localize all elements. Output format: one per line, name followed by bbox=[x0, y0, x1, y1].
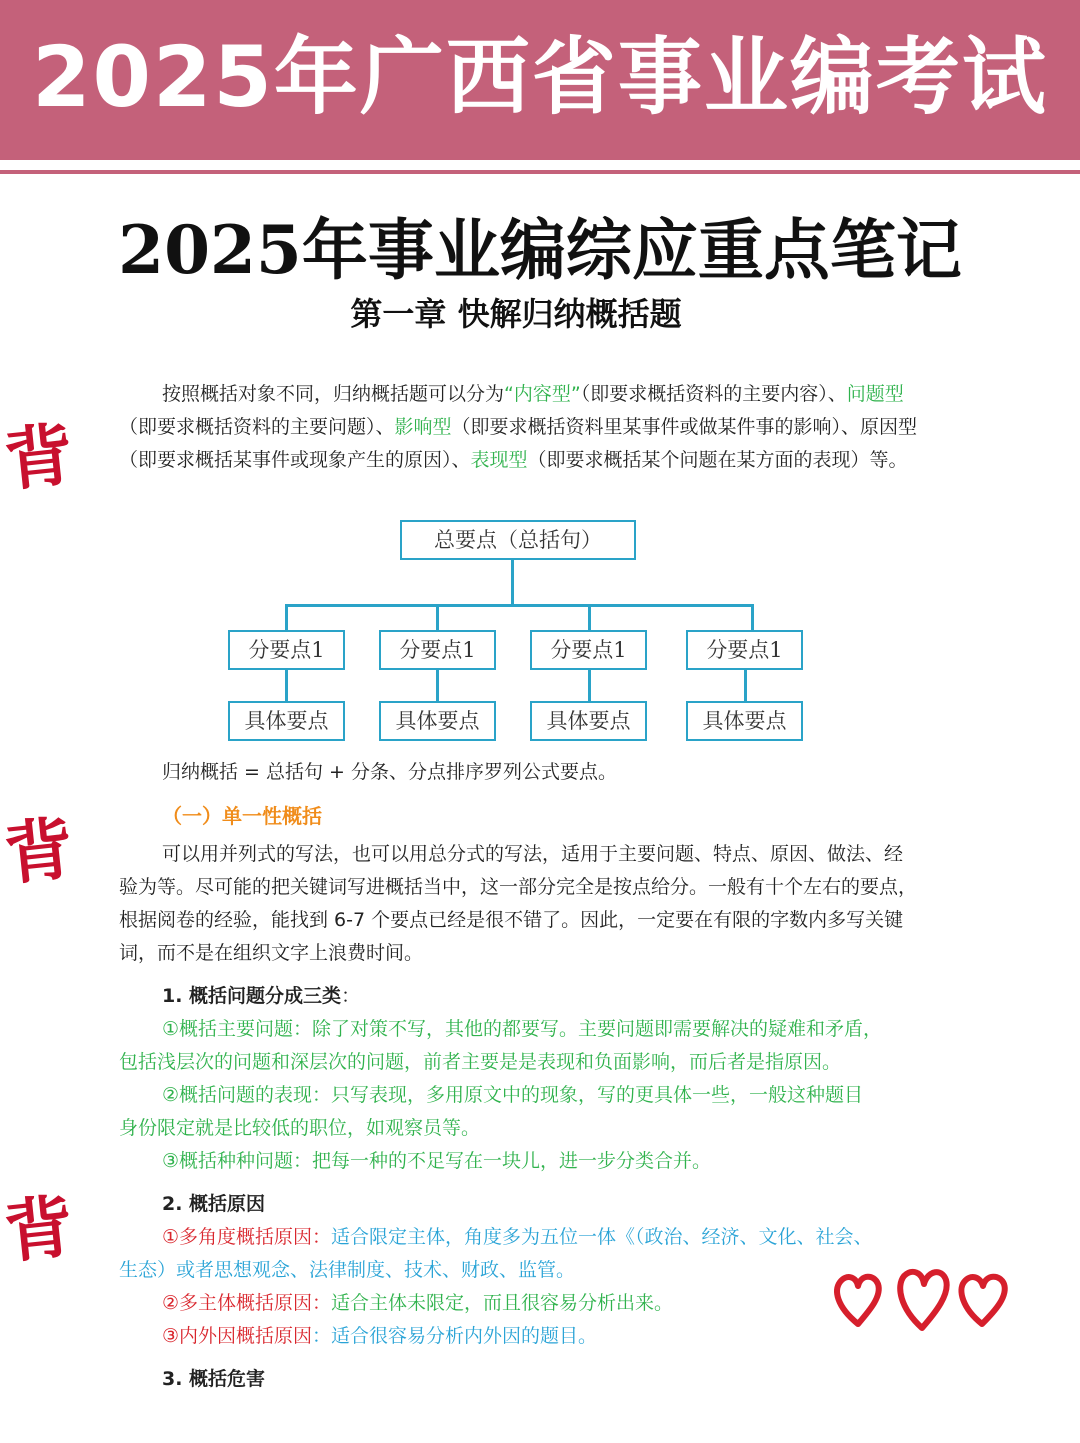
type-content: “内容型” bbox=[504, 383, 581, 405]
cause-item-label: ③内外因概括原因 bbox=[162, 1325, 313, 1347]
problem-item-1: ①概括主要问题：除了对策不写，其他的都要写。主要问题即需要解决的疑难和矛盾， bbox=[162, 1018, 883, 1040]
subheading-text: 1. 概括问题分成三类 bbox=[162, 985, 342, 1007]
cause-item-text: ：适合很容易分析内外因的题目。 bbox=[312, 1325, 598, 1347]
problem-item-1-cont: 包括浅层次的问题和深层次的问题，前者主要是是表现和负面影响，而后者是指原因。 bbox=[119, 1051, 842, 1073]
diagram-leaf-box: 具体要点 bbox=[228, 701, 345, 741]
memorize-mark-2: 背 bbox=[0, 808, 77, 896]
type-impact: 影响型 bbox=[394, 416, 452, 438]
diagram-connector bbox=[436, 604, 439, 632]
header-banner bbox=[0, 0, 1080, 164]
diagram-leaf-box: 具体要点 bbox=[530, 701, 647, 741]
subheading-colon: ： bbox=[341, 985, 361, 1007]
cause-item-label: ②多主体概括原因： bbox=[162, 1292, 332, 1314]
banner-divider bbox=[0, 170, 1080, 174]
cause-item-text: 适合主体未限定，而且很容易分析出来。 bbox=[331, 1292, 674, 1314]
diagram-leaf-box: 具体要点 bbox=[686, 701, 803, 741]
section1-paragraph: 可以用并列式的写法，也可以用总分式的写法，适用于主要问题、特点、原因、做法、经验为等。尽可能的把关键词写进概括当中，这一部分完全是按点给分。一般有十个左右的要点，根据阅卷的经验，能找到 6-7 个要点已经是很不错了。因此，一定要在有限的字数内多写关键词，而不是在组织文字上浪费时间。 bbox=[119, 843, 918, 964]
type-manifestation: 表现型 bbox=[470, 449, 528, 471]
document-title: 2025年事业编综应重点笔记 bbox=[118, 211, 962, 289]
diagram-connector bbox=[285, 604, 288, 632]
diagram-connector bbox=[744, 670, 747, 702]
problem-item-2-cont: 身份限定就是比较低的职位，如观察员等。 bbox=[119, 1117, 481, 1139]
cause-item-text: 适合限定主体，角度多为五位一体《（政治、经济、文化、社会、 bbox=[331, 1226, 873, 1248]
diagram-connector bbox=[511, 560, 514, 606]
diagram-connector bbox=[436, 670, 439, 702]
intro-text: （即要求概括资料的主要问题）、 bbox=[119, 416, 395, 438]
cause-item-1-cont: 生态）或者思想观念、法律制度、技术、财政、监管。 bbox=[119, 1259, 576, 1281]
subheading-causes: 2. 概括原因 bbox=[162, 1193, 266, 1215]
intro-paragraph bbox=[119, 378, 919, 477]
intro-text: （即要求概括资料里某事件或做某件事的影响）、原因型（即要求概括某事件或现象产生的原因）、 bbox=[119, 416, 918, 471]
memorize-mark-3: 背 bbox=[0, 1186, 77, 1274]
section-heading-single: （一）单一性概括 bbox=[162, 804, 322, 828]
cause-item-1 bbox=[162, 1221, 972, 1254]
diagram-branch-box: 分要点1 bbox=[228, 630, 345, 670]
subheading-harms: 3. 概括危害 bbox=[162, 1368, 266, 1390]
diagram-connector bbox=[588, 604, 591, 632]
problem-item-2: ②概括问题的表现：只写表现，多用原文中的现象，写的更具体一些，一般这种题目 bbox=[162, 1084, 864, 1106]
diagram-branch-box: 分要点1 bbox=[530, 630, 647, 670]
diagram-leaf-box: 具体要点 bbox=[379, 701, 496, 741]
banner-title: 2025年广西省事业编考试 bbox=[32, 28, 1048, 126]
diagram-connector bbox=[285, 670, 288, 702]
subheading-problems bbox=[162, 980, 360, 1013]
memorize-mark-1: 背 bbox=[0, 414, 77, 502]
problem-item-3: ③概括种种问题：把每一种的不足写在一块儿，进一步分类合并。 bbox=[162, 1150, 712, 1172]
formula-text: 归纳概括 = 总括句 + 分条、分点排序罗列公式要点。 bbox=[162, 761, 617, 783]
intro-text: 按照概括对象不同，归纳概括题可以分为 bbox=[162, 383, 505, 405]
diagram-branch-box: 分要点1 bbox=[686, 630, 803, 670]
diagram-connector bbox=[751, 604, 754, 632]
three-hearts-icon bbox=[830, 1264, 1020, 1334]
cause-item-label: ①多角度概括原因： bbox=[162, 1226, 332, 1248]
diagram-top-box: 总要点（总括句） bbox=[400, 520, 636, 560]
type-problem: 问题型 bbox=[846, 383, 904, 405]
diagram-branch-box: 分要点1 bbox=[379, 630, 496, 670]
diagram-connector bbox=[285, 604, 754, 607]
intro-text: （即要求概括资料的主要内容）、 bbox=[580, 383, 847, 405]
diagram-connector bbox=[588, 670, 591, 702]
intro-text: （即要求概括某个问题在某方面的表现）等。 bbox=[527, 449, 908, 471]
chapter-title: 第一章 快解归纳概括题 bbox=[350, 295, 682, 333]
